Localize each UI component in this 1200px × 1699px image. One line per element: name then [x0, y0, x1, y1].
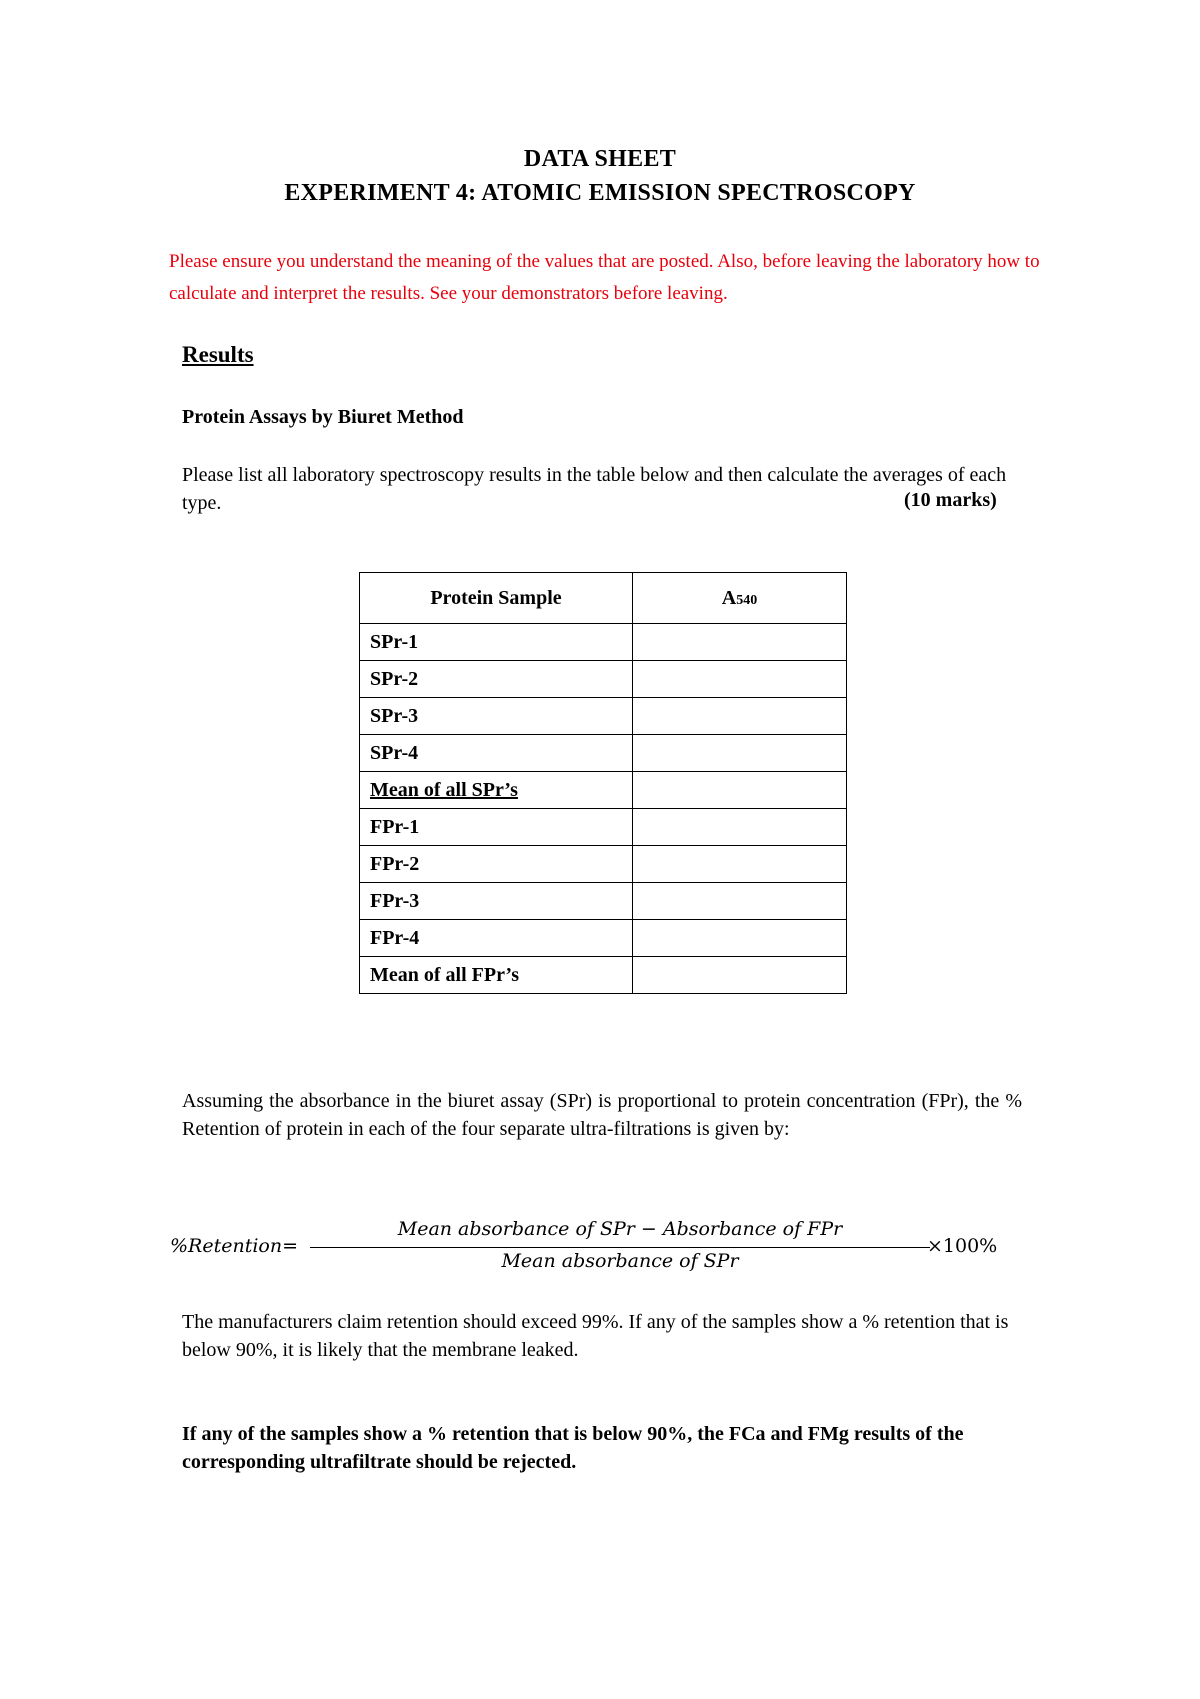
- row-value-cell[interactable]: [633, 809, 847, 846]
- column-header-sample: Protein Sample: [360, 573, 633, 624]
- row-label: SPr-2: [360, 661, 633, 698]
- row-value-cell[interactable]: [633, 846, 847, 883]
- row-value-cell[interactable]: [633, 735, 847, 772]
- row-label: FPr-4: [360, 920, 633, 957]
- row-label: SPr-4: [360, 735, 633, 772]
- row-value-cell[interactable]: [633, 698, 847, 735]
- table-row: [360, 920, 847, 957]
- fraction-bar: [310, 1247, 930, 1248]
- row-label: FPr-1: [360, 809, 633, 846]
- table-row: [360, 957, 847, 994]
- table-row: [360, 735, 847, 772]
- row-label: Mean of all SPr’s: [360, 772, 633, 809]
- table-row: [360, 772, 847, 809]
- table-header-row: [360, 573, 847, 624]
- retention-formula: [170, 1218, 998, 1278]
- row-label: SPr-3: [360, 698, 633, 735]
- instruction-text: Please list all laboratory spectroscopy results in the table below and then calculate the averages of each type.: [182, 464, 1007, 514]
- table-row: [360, 809, 847, 846]
- page-title: DATA SHEET: [523, 146, 677, 172]
- row-label: Mean of all FPr’s: [360, 957, 633, 994]
- row-value-cell[interactable]: [633, 624, 847, 661]
- column-header-a540: A540: [633, 573, 847, 624]
- experiment-title: EXPERIMENT 4: ATOMIC EMISSION SPECTROSCOPY: [284, 180, 916, 206]
- formula-numerator: Mean absorbance of SPr − Absorbance of FPr: [397, 1218, 843, 1240]
- table-row: [360, 624, 847, 661]
- row-value-cell[interactable]: [633, 661, 847, 698]
- assumption-paragraph: Assuming the absorbance in the biuret assay (SPr) is proportional to protein concentration (FPr), the % Retention of protein in each of the four separate ultra-filtrations is given by:: [182, 1090, 1022, 1140]
- rejection-paragraph: If any of the samples show a % retention that is below 90%, the FCa and FMg results of the corresponding ultrafiltrate should be rejected.: [182, 1423, 964, 1473]
- row-label: FPr-2: [360, 846, 633, 883]
- formula-lhs: %Retention=: [170, 1235, 299, 1257]
- marks-label: (10 marks): [904, 489, 997, 511]
- row-label: SPr-1: [360, 624, 633, 661]
- section-subheading: Protein Assays by Biuret Method: [182, 406, 464, 428]
- table-row: [360, 846, 847, 883]
- table-row: [360, 883, 847, 920]
- table-row: [360, 698, 847, 735]
- row-value-cell[interactable]: [633, 883, 847, 920]
- row-value-cell[interactable]: [633, 772, 847, 809]
- formula-denominator: Mean absorbance of SPr: [501, 1250, 739, 1272]
- notice-text: Please ensure you understand the meaning of the values that are posted. Also, before leaving the laboratory how to calculate and interpret the results. See your demonstrators before leaving.: [169, 251, 1040, 304]
- row-value-cell[interactable]: [633, 920, 847, 957]
- formula-rhs: ×100%: [927, 1235, 998, 1257]
- results-heading: Results: [182, 342, 254, 367]
- claim-paragraph: The manufacturers claim retention should exceed 99%. If any of the samples show a % retention that is below 90%, it is likely that the membrane leaked.: [182, 1311, 1009, 1361]
- results-table: [359, 572, 847, 994]
- table-row: [360, 661, 847, 698]
- row-value-cell[interactable]: [633, 957, 847, 994]
- row-label: FPr-3: [360, 883, 633, 920]
